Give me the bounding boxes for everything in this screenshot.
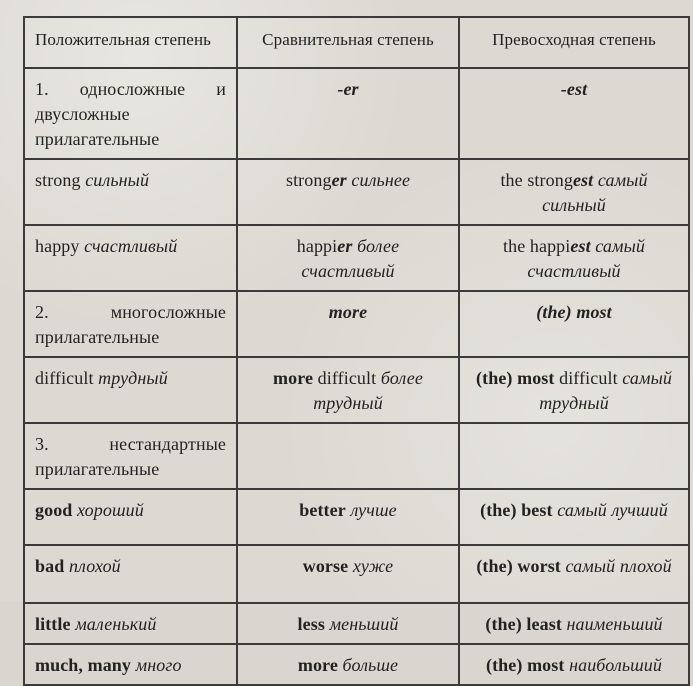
- row-2-superlative: [459, 159, 689, 225]
- row-9-superlative-word: (the) least: [485, 614, 562, 634]
- row-4-comparative-text: more: [328, 302, 368, 322]
- row-3-comparative-base: happi: [296, 236, 338, 256]
- row-10-superlative: [459, 644, 689, 685]
- row-1-superlative-text: -est: [560, 79, 588, 99]
- row-3-comparative-suffix: er: [337, 236, 353, 256]
- row-9-superlative: [459, 603, 689, 644]
- row-9-positive: [24, 603, 237, 644]
- row-2-comparative: [237, 159, 459, 225]
- comparison-table: [23, 16, 690, 686]
- header-positive: Положительная степень: [24, 17, 237, 68]
- row-1-comparative-text: -er: [337, 79, 359, 99]
- row-7-superlative-translation: самый лучший: [557, 500, 668, 520]
- row-10-comparative-translation: больше: [342, 655, 399, 675]
- row-7-positive: [24, 489, 237, 545]
- row-8-superlative: [459, 545, 689, 603]
- row-3-positive-translation: счастливый: [84, 236, 178, 256]
- row-3-positive: [24, 225, 237, 291]
- row-3-superlative: [459, 225, 689, 291]
- row-9-comparative: [237, 603, 459, 644]
- row-2-comparative-base: strong: [285, 170, 332, 190]
- row-2-superlative-translation: самый сильный: [542, 170, 648, 215]
- row-9-superlative-translation: наименьший: [566, 614, 663, 634]
- row-4-superlative-text: (the) most: [536, 302, 612, 322]
- row-2-superlative-prefix: the strong: [500, 170, 573, 190]
- table-row: [24, 225, 689, 291]
- row-1-superlative: [459, 68, 689, 159]
- row-5-comparative-translation: более трудный: [313, 368, 423, 413]
- row-10-positive-translation: много: [135, 655, 182, 675]
- row-7-positive-translation: хороший: [77, 500, 144, 520]
- row-5-superlative-mark: (the) most: [476, 368, 555, 388]
- table-row: [24, 489, 689, 545]
- row-8-superlative-translation: самый плохой: [565, 556, 672, 576]
- row-5-positive: [24, 357, 237, 423]
- row-2-positive-word: strong: [35, 170, 81, 190]
- row-9-comparative-word: less: [297, 614, 325, 634]
- row-10-superlative-word: (the) most: [485, 655, 565, 675]
- row-10-superlative-translation: наибольший: [569, 655, 663, 675]
- row-5-superlative-translation: самый трудный: [539, 368, 672, 413]
- row-1-comparative: [237, 68, 459, 159]
- row-3-superlative-suffix: est: [570, 236, 591, 256]
- header-comparative: Сравнительная степень: [237, 17, 459, 68]
- table-row: [24, 291, 689, 357]
- row-8-comparative-word: worse: [302, 556, 349, 576]
- row-7-superlative-word: (the) best: [480, 500, 553, 520]
- table-row: [24, 545, 689, 603]
- row-5-positive-translation: трудный: [98, 368, 168, 388]
- row-5-comparative: [237, 357, 459, 423]
- row-1-positive: [24, 68, 237, 159]
- table-row: [24, 644, 689, 685]
- row-5-comparative-word: difficult: [317, 368, 377, 388]
- row-8-positive-translation: плохой: [68, 556, 121, 576]
- row-2-superlative-suffix: est: [572, 170, 594, 190]
- header-row: [24, 17, 689, 68]
- row-9-positive-word: little: [35, 614, 71, 634]
- row-6-positive: [24, 423, 237, 489]
- row-5-comparative-mark: more: [273, 368, 314, 388]
- row-2-comparative-translation: сильнее: [351, 170, 411, 190]
- row-4-superlative: [459, 291, 689, 357]
- row-10-positive-word: much, many: [35, 655, 132, 675]
- table-row: [24, 603, 689, 644]
- row-5-superlative-word: difficult: [559, 368, 618, 388]
- row-9-comparative-translation: меньший: [329, 614, 399, 634]
- table-row: [24, 68, 689, 159]
- table-row: [24, 357, 689, 423]
- row-7-comparative: [237, 489, 459, 545]
- row-8-positive-word: bad: [35, 556, 65, 576]
- row-10-comparative: [237, 644, 459, 685]
- row-7-comparative-translation: лучше: [350, 500, 397, 520]
- row-5-positive-word: difficult: [35, 368, 94, 388]
- row-4-comparative: [237, 291, 459, 357]
- row-10-comparative-word: more: [297, 655, 338, 675]
- row-8-superlative-word: (the) worst: [476, 556, 561, 576]
- row-5-superlative: [459, 357, 689, 423]
- table-row: [24, 159, 689, 225]
- row-2-positive-translation: сильный: [85, 170, 150, 190]
- row-9-positive-translation: маленький: [75, 614, 157, 634]
- row-3-superlative-prefix: the happi: [503, 236, 571, 256]
- row-7-comparative-word: better: [299, 500, 346, 520]
- row-7-positive-word: good: [35, 500, 73, 520]
- table-row: [24, 423, 689, 489]
- row-7-superlative: [459, 489, 689, 545]
- row-1-positive-text: 1. односложные и двусложные прилагательные: [35, 79, 226, 149]
- row-2-comparative-suffix: er: [331, 170, 347, 190]
- row-4-positive-text: 2. многосложные прилагательные: [35, 302, 226, 347]
- row-8-comparative-translation: хуже: [352, 556, 394, 576]
- row-8-comparative: [237, 545, 459, 603]
- comparison-table-wrap: [23, 16, 688, 675]
- row-2-positive: [24, 159, 237, 225]
- row-3-positive-word: happy: [35, 236, 80, 256]
- row-8-positive: [24, 545, 237, 603]
- header-superlative: Превосходная степень: [459, 17, 689, 68]
- row-3-superlative-translation: самый счастливый: [527, 236, 645, 281]
- row-10-positive: [24, 644, 237, 685]
- row-4-positive: [24, 291, 237, 357]
- row-3-comparative: [237, 225, 459, 291]
- row-6-positive-text: 3. нестандартные прилагательные: [35, 434, 226, 479]
- row-6-comparative: [237, 423, 459, 489]
- row-3-comparative-translation: более счастливый: [301, 236, 400, 281]
- row-6-superlative: [459, 423, 689, 489]
